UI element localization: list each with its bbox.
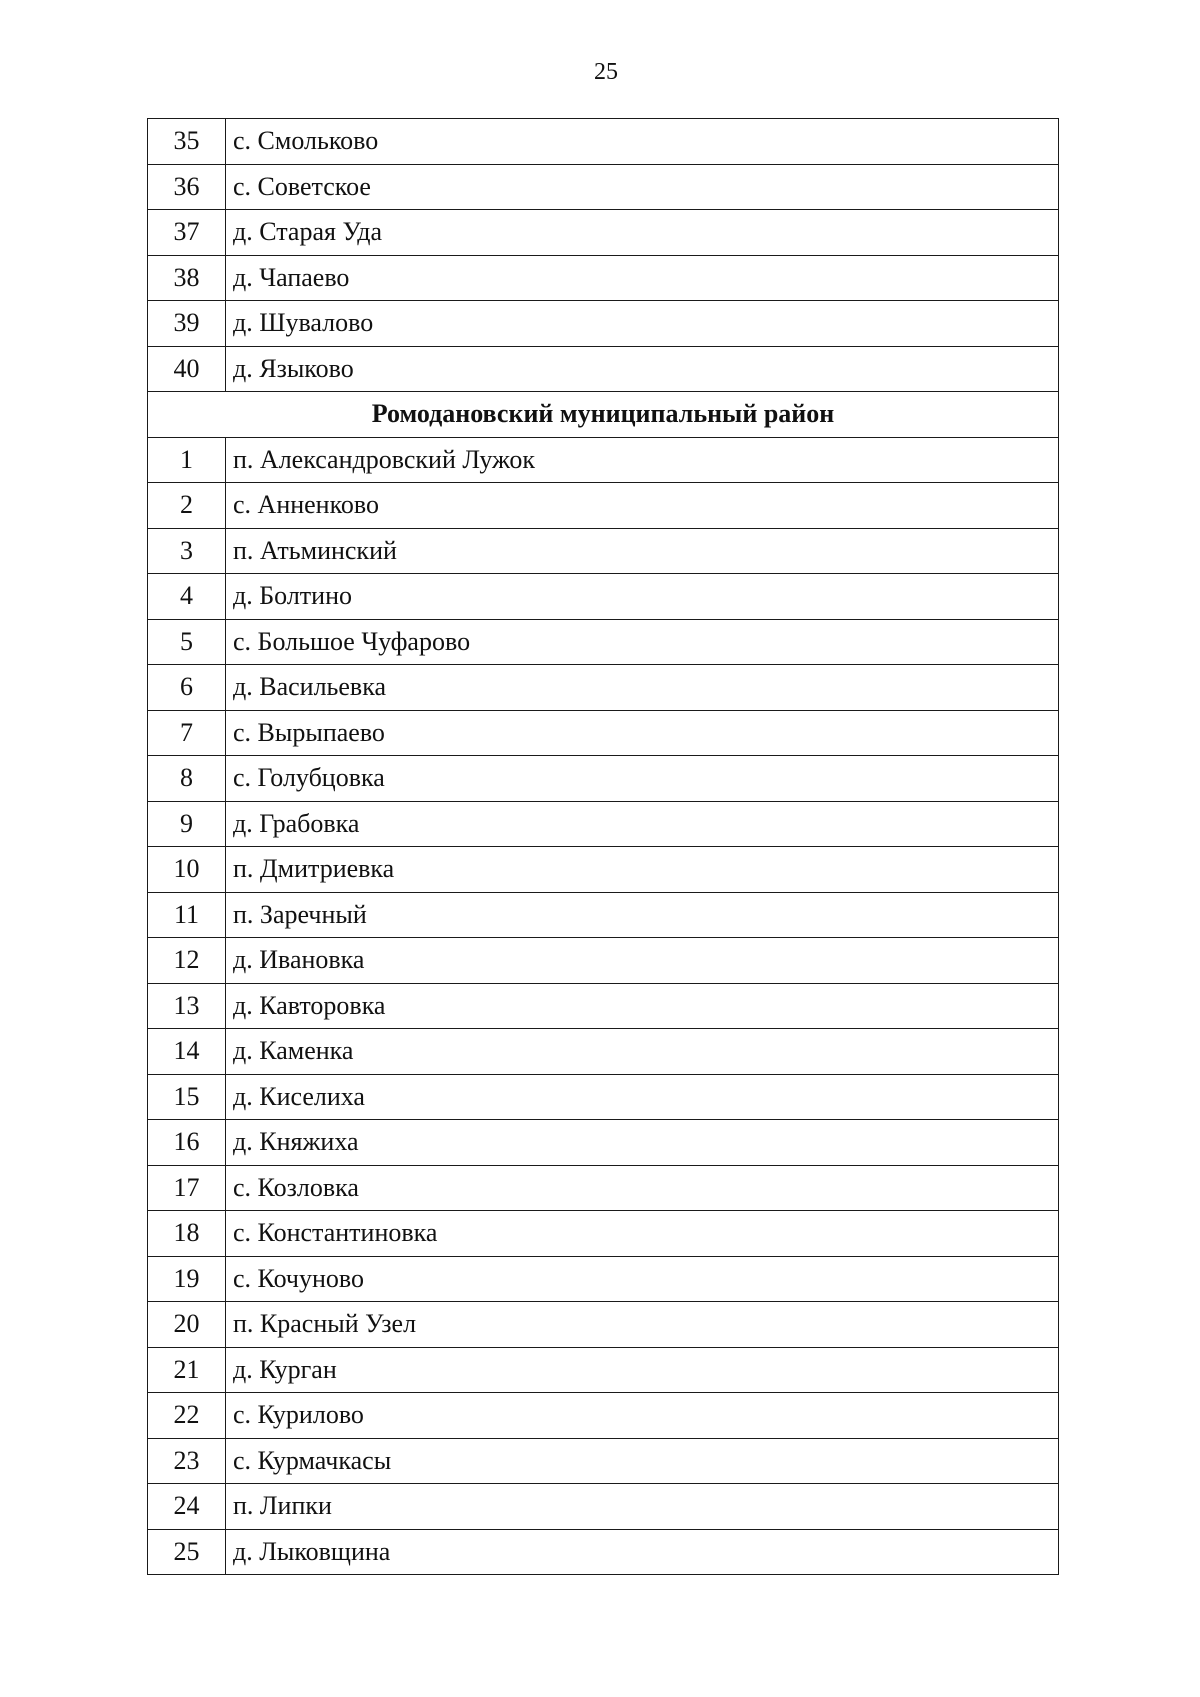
row-number: 3 [148,528,226,574]
settlement-name: п. Красный Узел [226,1302,1059,1348]
settlement-name: с. Курилово [226,1393,1059,1439]
row-number: 21 [148,1347,226,1393]
row-number: 10 [148,847,226,893]
settlement-name: с. Анненково [226,483,1059,529]
settlement-name: д. Старая Уда [226,210,1059,256]
table-row [148,255,1059,301]
table-row [148,301,1059,347]
table-row [148,710,1059,756]
settlement-name: д. Грабовка [226,801,1059,847]
row-number: 22 [148,1393,226,1439]
settlement-name: с. Кочуново [226,1256,1059,1302]
row-number: 38 [148,255,226,301]
row-number: 19 [148,1256,226,1302]
settlement-name: с. Вырыпаево [226,710,1059,756]
table-row [148,1256,1059,1302]
row-number: 9 [148,801,226,847]
settlement-name: с. Советское [226,164,1059,210]
table-row [148,574,1059,620]
row-number: 6 [148,665,226,711]
row-number: 8 [148,756,226,802]
table-row [148,437,1059,483]
table-row [148,1029,1059,1075]
table-row [148,756,1059,802]
row-number: 15 [148,1074,226,1120]
settlements-table-body [148,119,1059,1575]
settlement-name: д. Княжиха [226,1120,1059,1166]
page-number: 25 [594,59,618,85]
settlement-name: д. Кавторовка [226,983,1059,1029]
table-row [148,619,1059,665]
row-number: 37 [148,210,226,256]
row-number: 24 [148,1484,226,1530]
settlement-name: д. Каменка [226,1029,1059,1075]
settlement-name: д. Васильевка [226,665,1059,711]
table-row [148,1393,1059,1439]
table-row [148,938,1059,984]
row-number: 17 [148,1165,226,1211]
row-number: 2 [148,483,226,529]
settlement-name: д. Чапаево [226,255,1059,301]
table-row [148,1120,1059,1166]
table-row [148,892,1059,938]
table-row [148,983,1059,1029]
table-row [148,1347,1059,1393]
row-number: 13 [148,983,226,1029]
settlement-name: с. Большое Чуфарово [226,619,1059,665]
settlement-name: д. Курган [226,1347,1059,1393]
row-number: 12 [148,938,226,984]
table-row [148,801,1059,847]
settlement-name: д. Ивановка [226,938,1059,984]
table-row [148,528,1059,574]
settlement-name: п. Липки [226,1484,1059,1530]
table-row [148,1074,1059,1120]
settlement-name: с. Курмачкасы [226,1438,1059,1484]
row-number: 11 [148,892,226,938]
table-row [148,164,1059,210]
table-row [148,1484,1059,1530]
settlement-name: с. Голубцовка [226,756,1059,802]
row-number: 35 [148,119,226,165]
table-row [148,1302,1059,1348]
table-row [148,665,1059,711]
table-row [148,210,1059,256]
row-number: 25 [148,1529,226,1575]
table-row [148,346,1059,392]
settlement-name: п. Заречный [226,892,1059,938]
settlement-name: с. Константиновка [226,1211,1059,1257]
settlement-name: д. Болтино [226,574,1059,620]
settlement-name: с. Смольково [226,119,1059,165]
table-row [148,1438,1059,1484]
section-title: Ромодановский муниципальный район [148,392,1059,438]
table-row [148,119,1059,165]
row-number: 5 [148,619,226,665]
table-row [148,1529,1059,1575]
table-row [148,1165,1059,1211]
row-number: 7 [148,710,226,756]
row-number: 36 [148,164,226,210]
settlement-name: п. Дмитриевка [226,847,1059,893]
row-number: 14 [148,1029,226,1075]
settlement-name: п. Александровский Лужок [226,437,1059,483]
row-number: 40 [148,346,226,392]
settlement-name: д. Шувалово [226,301,1059,347]
settlement-name: д. Языково [226,346,1059,392]
settlement-name: д. Лыковщина [226,1529,1059,1575]
row-number: 39 [148,301,226,347]
settlements-table [147,118,1059,1575]
table-row [148,483,1059,529]
row-number: 23 [148,1438,226,1484]
table-row [148,1211,1059,1257]
row-number: 16 [148,1120,226,1166]
row-number: 18 [148,1211,226,1257]
table-row [148,847,1059,893]
settlement-name: с. Козловка [226,1165,1059,1211]
settlement-name: д. Киселиха [226,1074,1059,1120]
row-number: 4 [148,574,226,620]
section-header-row [148,392,1059,438]
settlement-name: п. Атьминский [226,528,1059,574]
row-number: 20 [148,1302,226,1348]
row-number: 1 [148,437,226,483]
